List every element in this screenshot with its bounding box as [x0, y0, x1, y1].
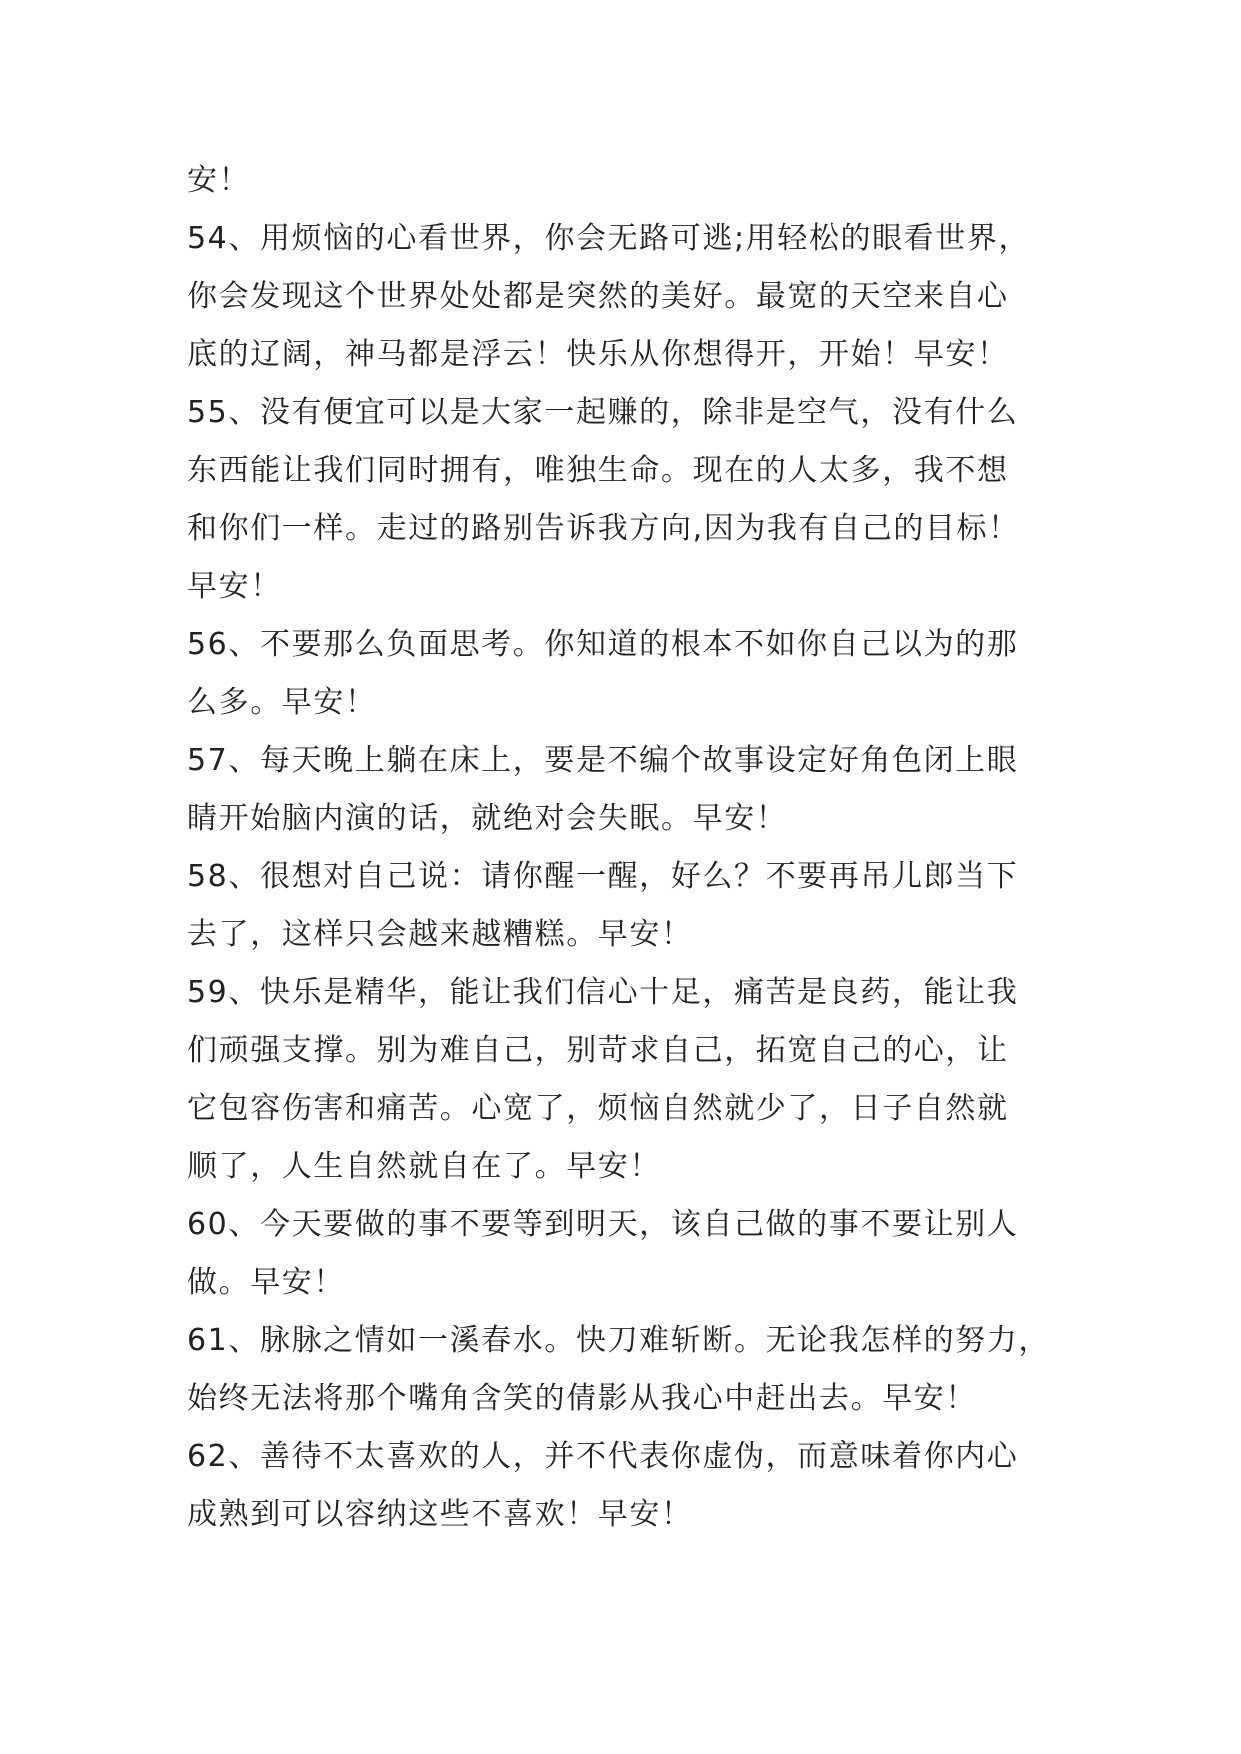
- text-line: 安！: [187, 163, 251, 198]
- text-line: 60、今天要做的事不要等到明天，该自己做的事不要让别人: [187, 1207, 1019, 1242]
- text-line: 们顽强支撑。别为难自己，别苛求自己，拓宽自己的心，让: [187, 1033, 1009, 1068]
- text-line: 59、快乐是精华，能让我们信心十足，痛苦是良药，能让我: [187, 975, 1019, 1010]
- text-line: 58、很想对自己说：请你醒一醒，好么？不要再吊儿郎当下: [187, 859, 1019, 894]
- text-line: 56、不要那么负面思考。你知道的根本不如你自己以为的那: [187, 627, 1019, 662]
- text-line: 底的辽阔，神马都是浮云！快乐从你想得开，开始！早安！: [187, 337, 1009, 372]
- text-line: 早安！: [187, 569, 282, 604]
- document-body: [187, 152, 1087, 1544]
- text-line: 成熟到可以容纳这些不喜欢！早安！: [187, 1497, 693, 1532]
- text-line: 东西能让我们同时拥有，唯独生命。现在的人太多，我不想: [187, 453, 1009, 488]
- text-line: 顺了，人生自然就自在了。早安！: [187, 1149, 661, 1184]
- text-line: 55、没有便宜可以是大家一起赚的，除非是空气，没有什么: [187, 395, 1019, 430]
- text-line: 57、每天晚上躺在床上，要是不编个故事设定好角色闭上眼: [187, 743, 1019, 778]
- text-line: 你会发现这个世界处处都是突然的美好。最宽的天空来自心: [187, 279, 1009, 314]
- text-line: 睛开始脑内演的话，就绝对会失眠。早安！: [187, 801, 788, 836]
- text-line: 61、脉脉之情如一溪春水。快刀难斩断。无论我怎样的努力，: [187, 1323, 1050, 1358]
- text-line: 去了，这样只会越来越糟糕。早安！: [187, 917, 693, 952]
- text-line: 54、用烦恼的心看世界，你会无路可逃;用轻松的眼看世界，: [187, 221, 1031, 256]
- text-line: 么多。早安！: [187, 685, 377, 720]
- text-line: 62、善待不太喜欢的人，并不代表你虚伪，而意味着你内心: [187, 1439, 1019, 1474]
- text-line: 它包容伤害和痛苦。心宽了，烦恼自然就少了，日子自然就: [187, 1091, 1009, 1126]
- text-line: 和你们一样。走过的路别告诉我方向,因为我有自己的目标！: [187, 511, 1020, 546]
- text-line: 做。早安！: [187, 1265, 345, 1300]
- text-line: 始终无法将那个嘴角含笑的倩影从我心中赶出去。早安！: [187, 1381, 977, 1416]
